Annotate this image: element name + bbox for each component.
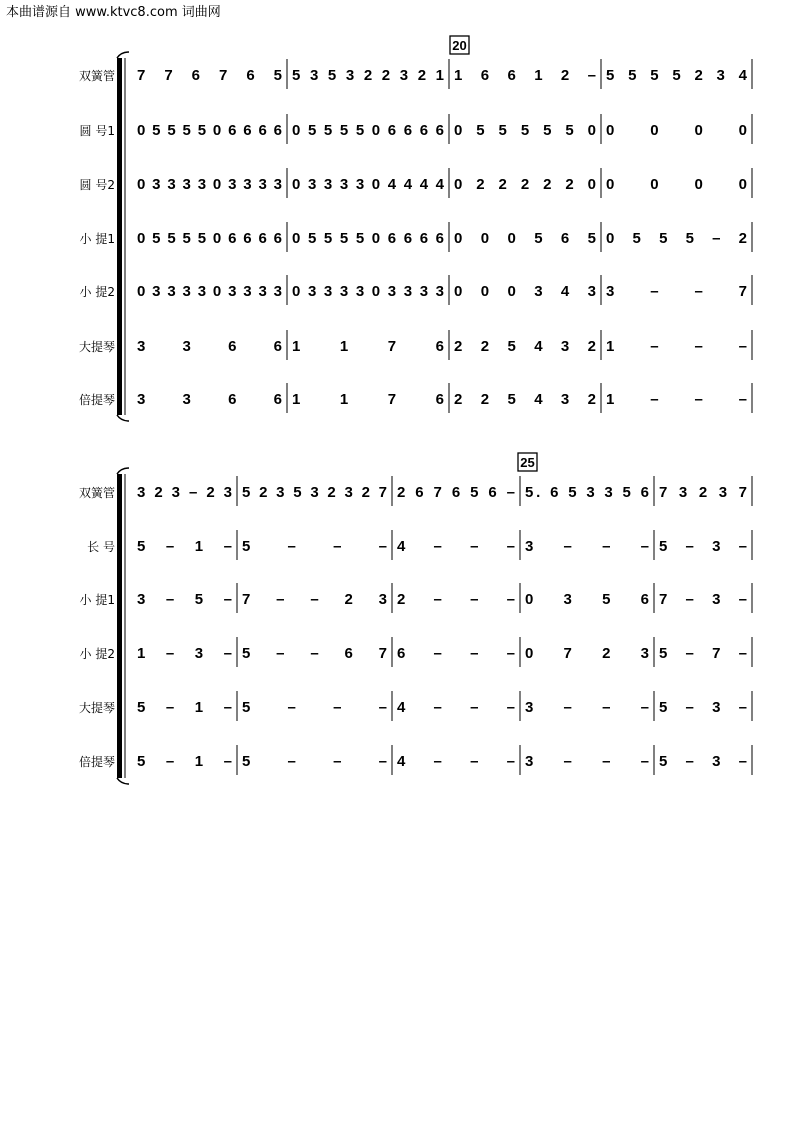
measure-notes: 2 6 7 6 5 6 – (397, 484, 515, 501)
instrument-label: 圆 号1 (79, 124, 115, 138)
measure-notes: 5 – 1 – (137, 753, 232, 770)
measure-notes: 3 – 5 – (137, 591, 232, 608)
measure-notes: 4 – – – (397, 753, 515, 770)
measure-notes: 0 3 5 6 (525, 591, 649, 608)
instrument-label: 小 提2 (79, 647, 115, 661)
measure-notes: 2 – – – (397, 591, 515, 608)
measure-notes: 0 3 3 3 3 0 3 3 3 3 (137, 283, 282, 300)
instrument-label: 小 提2 (79, 285, 115, 299)
measure-notes: 5 – 3 – (659, 699, 747, 716)
instrument-label: 大提琴 (78, 340, 115, 354)
measure-notes: 1 1 7 6 (292, 391, 444, 408)
measure-notes: 0 3 3 3 3 0 4 4 4 4 (292, 176, 444, 193)
bracket-top-serif (117, 468, 129, 474)
instrument-label: 双簧管 (78, 69, 115, 83)
measure-notes: 0 5 5 5 5 0 6 6 6 6 (292, 230, 444, 247)
measure-notes: 0 5 5 5 5 0 6 6 6 6 (292, 122, 444, 139)
measure-notes: 5. 6 5 3 3 5 6 (525, 484, 649, 501)
measure-notes: 0 5 5 5 5 5 0 (454, 122, 596, 139)
measure-notes: 5 – – – (242, 538, 387, 555)
measure-notes: 1 – – – (606, 391, 747, 408)
bracket-bottom-serif (117, 778, 129, 784)
instrument-label: 圆 号2 (79, 178, 115, 192)
measure-notes: 7 3 2 3 7 (659, 484, 747, 501)
measure-notes: 3 – – 7 (606, 283, 747, 300)
instrument-label: 倍提琴 (78, 755, 115, 769)
measure-notes: 5 5 5 5 2 3 4 (606, 67, 747, 84)
measure-notes: 3 – – – (525, 538, 649, 555)
measure-notes: 0 5 5 5 5 0 6 6 6 6 (137, 230, 282, 247)
measure-notes: 3 3 6 6 (137, 391, 282, 408)
bracket-bottom-serif (117, 415, 129, 421)
measure-notes: 2 2 5 4 3 2 (454, 338, 596, 355)
measure-notes: 6 – – – (397, 645, 515, 662)
measure-notes: 5 – 3 – (659, 538, 747, 555)
instrument-label: 小 提1 (79, 593, 115, 607)
measure-notes: 3 2 3 – 2 3 (137, 484, 232, 501)
measure-notes: 3 – – – (525, 753, 649, 770)
measure-notes: 0 7 2 3 (525, 645, 649, 662)
measure-notes: 5 – – – (242, 699, 387, 716)
measure-notes: 7 – – 2 3 (242, 591, 387, 608)
system-bracket (117, 58, 122, 415)
measure-notes: 7 – 3 – (659, 591, 747, 608)
measure-notes: 0 0 0 0 (606, 122, 747, 139)
measure-notes: 5 – – – (242, 753, 387, 770)
instrument-label: 倍提琴 (78, 393, 115, 407)
instrument-label: 双簧管 (78, 486, 115, 500)
rehearsal-mark: 20 (452, 38, 467, 53)
measure-notes: 5 3 5 3 2 2 3 2 1 (292, 67, 444, 84)
measure-notes: 5 – 1 – (137, 538, 232, 555)
measure-notes: 3 – – – (525, 699, 649, 716)
measure-notes: 5 – 7 – (659, 645, 747, 662)
measure-notes: 1 1 7 6 (292, 338, 444, 355)
measure-notes: 7 7 6 7 6 5 (137, 67, 282, 84)
measure-notes: 0 3 3 3 3 0 3 3 3 3 (137, 176, 282, 193)
measure-notes: 2 2 5 4 3 2 (454, 391, 596, 408)
measure-notes: 0 0 0 5 6 5 (454, 230, 596, 247)
measure-notes: 1 6 6 1 2 – (454, 67, 596, 84)
measure-notes: 5 2 3 5 3 2 3 2 7 (242, 484, 387, 501)
bracket-top-serif (117, 52, 129, 58)
measure-notes: 5 – 1 – (137, 699, 232, 716)
measure-notes: 5 – 3 – (659, 753, 747, 770)
measure-notes: 3 3 6 6 (137, 338, 282, 355)
measure-notes: 0 0 0 3 4 3 (454, 283, 596, 300)
rehearsal-mark: 25 (520, 455, 535, 470)
measure-notes: 1 – 3 – (137, 645, 232, 662)
instrument-label: 小 提1 (79, 232, 115, 246)
measure-notes: 5 – – 6 7 (242, 645, 387, 662)
measure-notes: 0 5 5 5 – 2 (606, 230, 747, 247)
measure-notes: 0 2 2 2 2 2 0 (454, 176, 596, 193)
instrument-label: 大提琴 (78, 701, 115, 715)
measure-notes: 1 – – – (606, 338, 747, 355)
source-header: 本曲谱源自 www.ktvc8.com 词曲网 (6, 5, 221, 20)
measure-notes: 4 – – – (397, 699, 515, 716)
measure-notes: 0 5 5 5 5 0 6 6 6 6 (137, 122, 282, 139)
measure-notes: 0 3 3 3 3 0 3 3 3 3 (292, 283, 444, 300)
measure-notes: 0 0 0 0 (606, 176, 747, 193)
measure-notes: 4 – – – (397, 538, 515, 555)
instrument-label: 长 号 (87, 540, 115, 554)
system-bracket (117, 474, 122, 778)
